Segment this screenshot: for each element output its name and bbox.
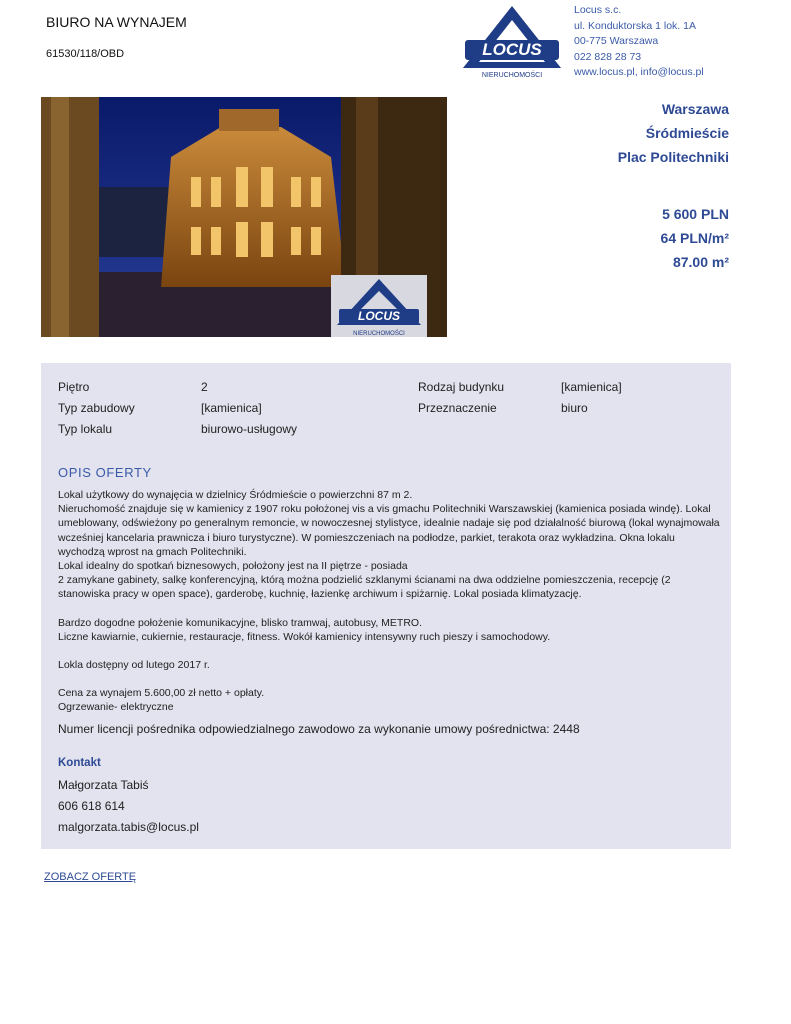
license-number: Numer licencji pośrednika odpowiedzialnego zawodowo za wykonanie umowy pośrednictwa: 2448 bbox=[58, 722, 580, 736]
desc-paragraph: Bardzo dogodne położenie komunikacyjne, blisko tramwaj, autobusy, METRO. bbox=[58, 616, 422, 629]
development-label: Typ zabudowy bbox=[58, 401, 135, 415]
desc-paragraph: 2 zamykane gabinety, salkę konferencyjną, którą można podzielić szklanymi ścianami na dwa oddzielne pomieszczenia, recepcję (2 stanowiska pracy w open space), garderobę, kuchnię, łazienkę archiwum i spiżarnię. Lokal posiada klimatyzację. bbox=[58, 574, 671, 601]
location-street: Plac Politechniki bbox=[617, 149, 729, 165]
view-offer-link[interactable]: ZOBACZ OFERTĘ bbox=[44, 871, 137, 883]
desc-paragraph: Liczne kawiarnie, cukiernie, restauracje, fitness. Wokół kamienicy intensywny ruch pieszy i samochodowy. bbox=[58, 630, 551, 643]
contact-email[interactable]: malgorzata.tabis@locus.pl bbox=[58, 820, 199, 834]
company-info bbox=[574, 3, 704, 81]
development-value: [kamienica] bbox=[201, 401, 262, 415]
desc-paragraph: Cena za wynajem 5.600,00 zł netto + opłaty. bbox=[58, 687, 265, 700]
unit-type-label: Typ lokalu bbox=[58, 422, 113, 436]
company-phone: 022 828 28 73 bbox=[574, 50, 642, 63]
location-district: Śródmieście bbox=[645, 125, 729, 141]
purpose-label: Przeznaczenie bbox=[418, 401, 497, 415]
company-city: 00-775 Warszawa bbox=[574, 35, 659, 48]
unit-type-value: biurowo-usługowy bbox=[201, 422, 298, 436]
contact-name: Małgorzata Tabiś bbox=[58, 778, 149, 792]
contact-phone: 606 618 614 bbox=[58, 799, 125, 813]
floor-value: 2 bbox=[201, 380, 208, 394]
company-name: Locus s.c. bbox=[574, 4, 622, 16]
building-type-label: Rodzaj budynku bbox=[418, 380, 505, 394]
photo-watermark-subtext: NIERUCHOMOŚCI bbox=[353, 331, 405, 337]
price: 5 600 PLN bbox=[662, 206, 729, 222]
desc-paragraph: Nieruchomość znajduje się w kamienicy z 1907 roku położonej vis a vis gmachu Politechniki Warszawskiej (kamienica posiada windę). Lokal umeblowany, odświeżony po generalnym remoncie, w nowoczesnej stylistyce, idealnie nadaje się pod działalność biurową (lokal wynajmowała wcześniej kancelaria prawnicza i biuro turystyczne). W pomieszczeniach na podłodze, parkiet, terakota oraz wykładzina. Okna lokalu wychodzą wprost na gmach Politechniki. bbox=[58, 503, 720, 558]
floor-label: Piętro bbox=[58, 380, 90, 394]
offer-reference: 61530/118/OBD bbox=[46, 48, 125, 60]
area: 87.00 m² bbox=[672, 254, 729, 270]
company-street: ul. Konduktorska 1 lok. 1A bbox=[574, 19, 696, 32]
contact-heading: Kontakt bbox=[58, 757, 101, 769]
offer-heading: OPIS OFERTY bbox=[58, 465, 152, 480]
purpose-value: biuro bbox=[561, 401, 588, 415]
logo-wordmark: LOCUS bbox=[482, 40, 542, 59]
photo-watermark-text: LOCUS bbox=[358, 309, 400, 323]
building-type-value: [kamienica] bbox=[561, 380, 622, 394]
property-photo bbox=[41, 97, 447, 337]
locus-logo bbox=[459, 4, 565, 80]
desc-paragraph: Lokla dostępny od lutego 2017 r. bbox=[58, 659, 210, 672]
desc-paragraph: Lokal użytkowy do wynajęcia w dzielnicy Śródmieście o powierzchni 87 m 2. bbox=[58, 489, 413, 501]
desc-paragraph: Lokal idealny do spotkań biznesowych, położony jest na II piętrze - posiada bbox=[58, 560, 408, 573]
logo-subtext: NIERUCHOMOŚCI bbox=[481, 72, 543, 79]
offer-description bbox=[58, 488, 722, 715]
price-per-m2: 64 PLN/m² bbox=[660, 230, 729, 246]
company-web[interactable]: www.locus.pl, info@locus.pl bbox=[574, 66, 704, 79]
desc-paragraph: Ogrzewanie- elektryczne bbox=[58, 701, 174, 714]
location-city: Warszawa bbox=[661, 101, 729, 117]
document-title: BIURO NA WYNAJEM bbox=[46, 14, 187, 30]
